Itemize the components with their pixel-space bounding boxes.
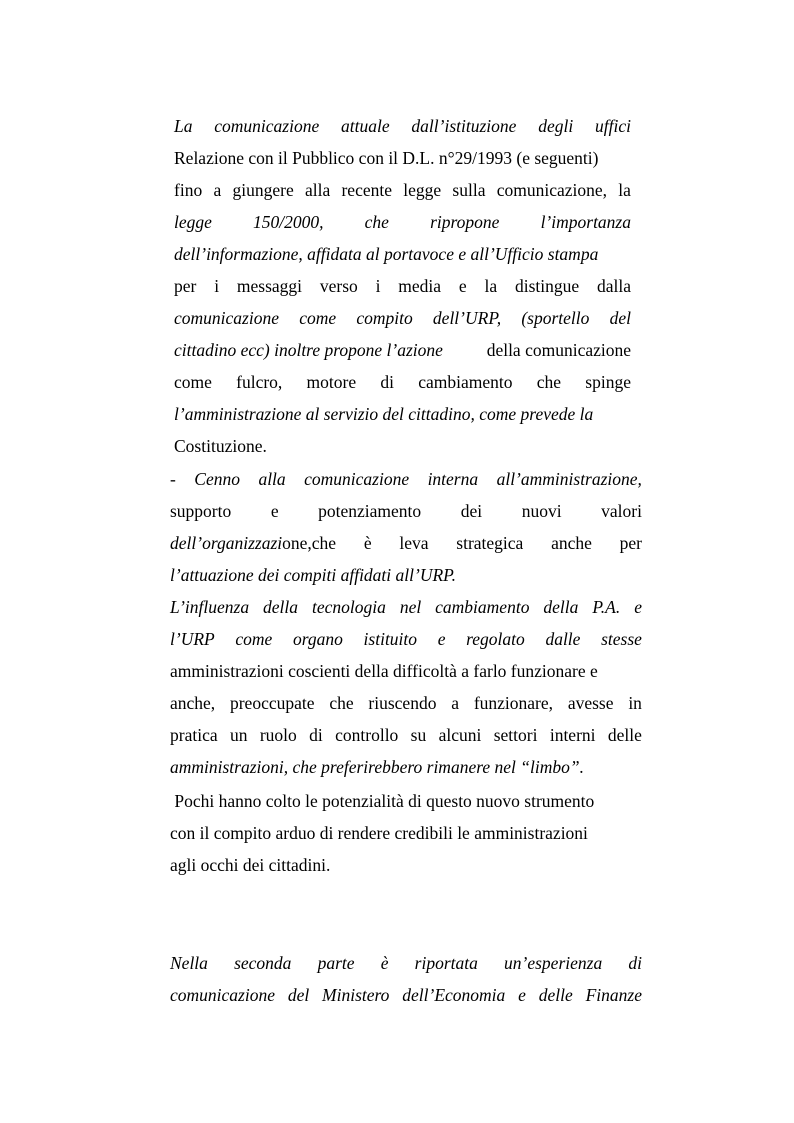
paragraph-line bbox=[170, 723, 642, 747]
word: avesse bbox=[567, 693, 614, 713]
word: alcuni bbox=[438, 725, 482, 745]
line-text: l’amministrazione al servizio del cittadino, come prevede la bbox=[174, 404, 594, 424]
paragraph-line bbox=[174, 434, 267, 458]
word: interna bbox=[427, 469, 479, 489]
line-text: amministrazioni coscienti della difficoltà a farlo funzionare e bbox=[170, 661, 598, 681]
word: un bbox=[229, 725, 248, 745]
word: dalle bbox=[545, 629, 581, 649]
paragraph-line bbox=[174, 370, 631, 394]
word: in bbox=[628, 693, 642, 713]
word: delle bbox=[607, 725, 642, 745]
word: riportata bbox=[414, 953, 478, 973]
word: che bbox=[536, 372, 562, 392]
paragraph-line bbox=[170, 595, 642, 619]
word: alla bbox=[304, 180, 331, 200]
word: - bbox=[170, 469, 176, 489]
word: ruolo bbox=[259, 725, 297, 745]
word: pratica bbox=[170, 725, 218, 745]
word: sulla bbox=[452, 180, 486, 200]
word: a bbox=[451, 693, 460, 713]
word: nel bbox=[399, 597, 422, 617]
word: comunicazione, bbox=[496, 180, 608, 200]
word: L’influenza bbox=[170, 597, 250, 617]
word: valori bbox=[601, 501, 642, 521]
word: messaggi bbox=[236, 276, 303, 296]
paragraph-line bbox=[174, 242, 631, 266]
paragraph-line bbox=[170, 627, 642, 651]
word: e bbox=[518, 985, 526, 1005]
line-text: agli occhi dei cittadini. bbox=[170, 855, 331, 875]
paragraph-line bbox=[170, 499, 642, 523]
word: recente bbox=[341, 180, 392, 200]
paragraph-line bbox=[170, 755, 584, 779]
word: cambiamento bbox=[435, 597, 530, 617]
word: interni bbox=[549, 725, 596, 745]
paragraph-line bbox=[170, 983, 642, 1007]
word: comunicazione bbox=[214, 116, 320, 136]
word: del bbox=[609, 308, 631, 328]
paragraph-line bbox=[174, 274, 631, 298]
paragraph-line bbox=[174, 114, 631, 138]
word: dall’istituzione bbox=[411, 116, 517, 136]
word-italic-part: dell’organizzazi bbox=[170, 533, 283, 553]
word: comunicazione bbox=[170, 985, 275, 1005]
word: un’esperienza bbox=[504, 953, 603, 973]
word: per bbox=[174, 276, 197, 296]
word: della bbox=[543, 597, 579, 617]
word: la bbox=[618, 180, 631, 200]
word: controllo bbox=[335, 725, 399, 745]
word: che bbox=[329, 693, 354, 713]
word: leva bbox=[399, 533, 429, 553]
word: nuovi bbox=[521, 501, 562, 521]
line-text: Costituzione. bbox=[174, 436, 267, 456]
word: spinge bbox=[585, 372, 631, 392]
paragraph-line bbox=[174, 178, 631, 202]
word: della bbox=[263, 597, 299, 617]
paragraph-line bbox=[170, 659, 642, 683]
word: del bbox=[287, 985, 310, 1005]
word: a bbox=[213, 180, 222, 200]
word: anche bbox=[551, 533, 592, 553]
word: preoccupate bbox=[229, 693, 315, 713]
word: settori bbox=[493, 725, 538, 745]
line-text: della comunicazione bbox=[486, 340, 631, 360]
word: alla bbox=[258, 469, 286, 489]
word: l’importanza bbox=[540, 212, 631, 232]
word: strategica bbox=[456, 533, 524, 553]
word: i bbox=[375, 276, 381, 296]
word: istituito bbox=[363, 629, 418, 649]
word: e bbox=[437, 629, 446, 649]
word: uffici bbox=[594, 116, 631, 136]
word: per bbox=[619, 533, 642, 553]
word: potenziamento bbox=[318, 501, 422, 521]
word: delle bbox=[538, 985, 573, 1005]
word: stesse bbox=[601, 629, 642, 649]
word: e bbox=[270, 501, 279, 521]
word: regolato bbox=[466, 629, 525, 649]
word: giungere bbox=[232, 180, 294, 200]
word: ripropone bbox=[430, 212, 500, 232]
word: motore bbox=[306, 372, 357, 392]
word: l’URP bbox=[170, 629, 215, 649]
word: è bbox=[363, 533, 372, 553]
word: che bbox=[364, 212, 389, 232]
word: e bbox=[458, 276, 467, 296]
word: cambiamento bbox=[418, 372, 513, 392]
paragraph-line bbox=[170, 691, 642, 715]
word: degli bbox=[538, 116, 574, 136]
paragraph-line bbox=[170, 821, 642, 845]
word: dei bbox=[460, 501, 483, 521]
word: legge bbox=[403, 180, 442, 200]
word: attuale bbox=[341, 116, 390, 136]
word: Finanze bbox=[585, 985, 642, 1005]
word: la bbox=[484, 276, 498, 296]
word: distingue bbox=[514, 276, 580, 296]
line-text-italic: cittadino ecc) inoltre propone l’azione bbox=[174, 340, 443, 360]
paragraph-line bbox=[174, 146, 631, 170]
word: come bbox=[235, 629, 273, 649]
line-text: Pochi hanno colto le potenzialità di questo nuovo strumento bbox=[170, 791, 595, 811]
paragraph-line bbox=[174, 402, 631, 426]
word: seconda bbox=[234, 953, 292, 973]
word: compito bbox=[356, 308, 413, 328]
line-text: Relazione con il Pubblico con il D.L. n°29/1993 (e seguenti) bbox=[174, 148, 599, 168]
word: funzionare, bbox=[473, 693, 554, 713]
word: riuscendo bbox=[368, 693, 437, 713]
word: su bbox=[410, 725, 427, 745]
paragraph-line bbox=[174, 338, 631, 362]
word: Cenno bbox=[194, 469, 240, 489]
word: legge bbox=[174, 212, 212, 232]
paragraph-line bbox=[170, 563, 456, 587]
word: parte bbox=[317, 953, 355, 973]
line-text: amministrazioni, che preferirebbero rimanere nel “limbo”. bbox=[170, 757, 584, 777]
line-text: l’attuazione dei compiti affidati all’URP. bbox=[170, 565, 456, 585]
word: di bbox=[309, 725, 323, 745]
word: (sportello bbox=[521, 308, 590, 328]
word: Nella bbox=[170, 953, 208, 973]
word: anche, bbox=[170, 693, 216, 713]
word: comunicazione bbox=[174, 308, 279, 328]
line-text: dell’informazione, affidata al portavoce e all’Ufficio stampa bbox=[174, 244, 599, 264]
word: dalla bbox=[596, 276, 631, 296]
paragraph-line bbox=[170, 789, 642, 813]
word: dell’URP, bbox=[432, 308, 502, 328]
word: comunicazione bbox=[304, 469, 410, 489]
word: come bbox=[174, 372, 212, 392]
word: fino bbox=[174, 180, 203, 200]
word: La bbox=[174, 116, 193, 136]
paragraph-line bbox=[174, 306, 631, 330]
word: all’amministrazione, bbox=[496, 469, 642, 489]
paragraph-line bbox=[174, 210, 631, 234]
word: organo bbox=[292, 629, 343, 649]
paragraph-line bbox=[170, 951, 642, 975]
word: come bbox=[299, 308, 337, 328]
paragraph-line bbox=[170, 531, 642, 555]
word: P.A. bbox=[592, 597, 621, 617]
word: verso bbox=[319, 276, 358, 296]
paragraph-line bbox=[170, 467, 642, 491]
word: e bbox=[634, 597, 642, 617]
word: di bbox=[628, 953, 642, 973]
word: supporto bbox=[170, 501, 232, 521]
word: tecnologia bbox=[311, 597, 386, 617]
line-text: con il compito arduo di rendere credibili le amministrazioni bbox=[170, 823, 588, 843]
word: è bbox=[380, 953, 389, 973]
word: dell’Economia bbox=[402, 985, 506, 1005]
word-part: one,che bbox=[282, 533, 337, 553]
word: fulcro, bbox=[236, 372, 283, 392]
word: 150/2000, bbox=[253, 212, 324, 232]
word: media bbox=[398, 276, 442, 296]
paragraph-line bbox=[170, 853, 330, 877]
word: di bbox=[380, 372, 394, 392]
word: Ministero bbox=[322, 985, 390, 1005]
word: i bbox=[214, 276, 220, 296]
